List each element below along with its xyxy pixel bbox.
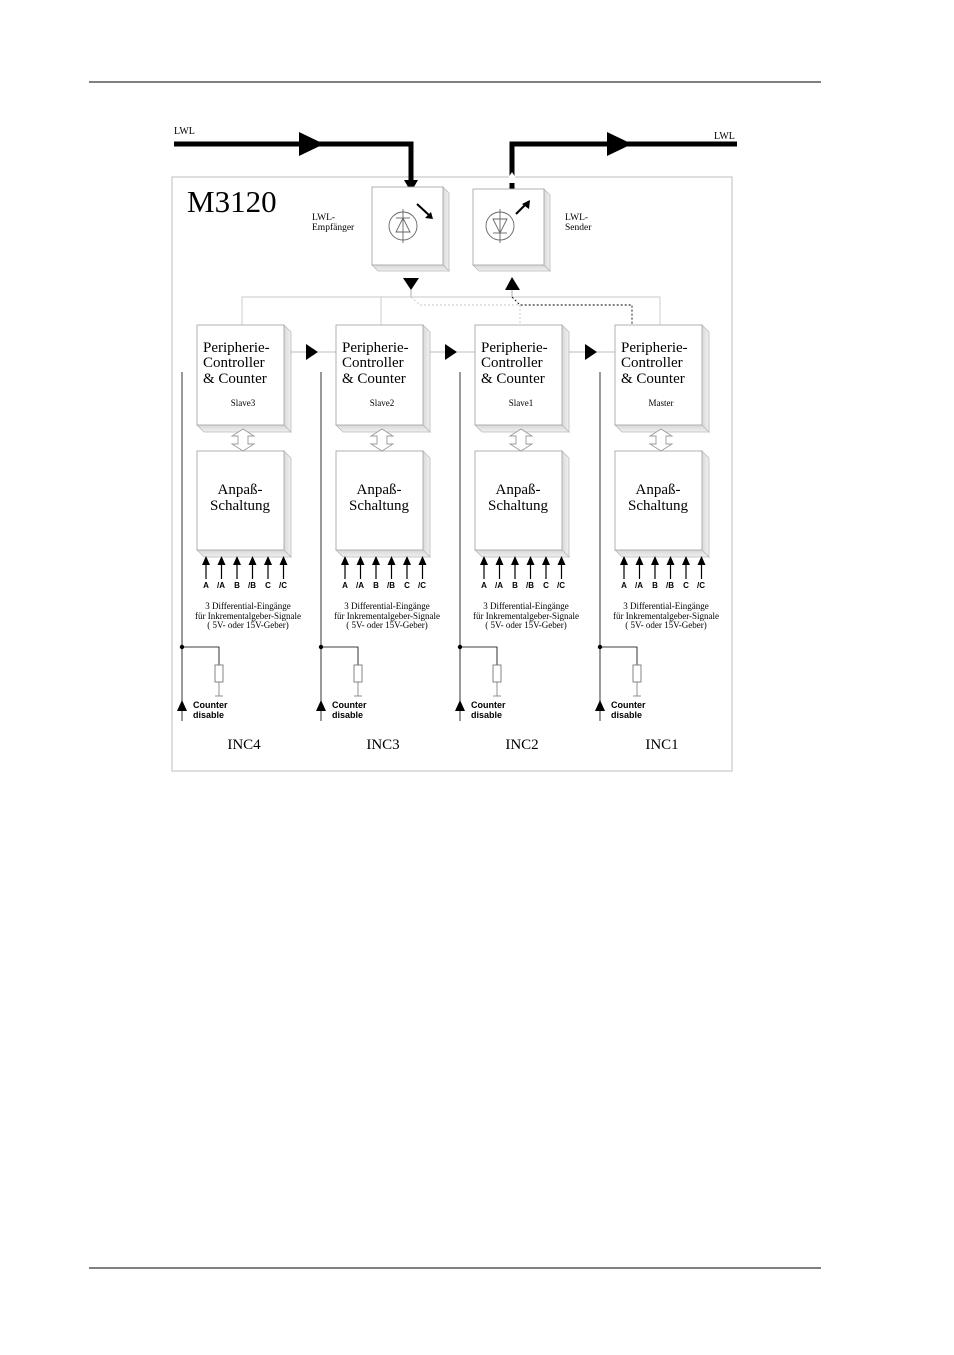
adapter-label-line1: Anpaß- <box>356 482 402 498</box>
signal-label: B <box>234 581 240 590</box>
controller-label-line3: & Counter <box>203 371 267 387</box>
signal-label: /B <box>526 581 534 590</box>
counter-disable-arrow <box>595 700 605 711</box>
controller-role: Slave3 <box>230 398 256 408</box>
input-note-line2: für Inkrementalgeber-Signale <box>194 611 302 621</box>
counter-disable-line2: disable <box>193 710 225 720</box>
signal-label: /B <box>666 581 674 590</box>
block-side-face <box>702 451 709 557</box>
controller-role: Master <box>648 398 674 408</box>
block-bottom-face <box>475 550 569 557</box>
input-note-line3: ( 5V- oder 15V-Geber) <box>485 620 567 630</box>
lwl-receiver-block <box>372 187 449 271</box>
controller-label-line1: Peripherie- <box>481 340 548 356</box>
block-side-face <box>423 451 430 557</box>
signal-label: C <box>404 581 410 590</box>
controller-role: Slave1 <box>508 398 534 408</box>
chain-arrow-icon <box>445 344 457 360</box>
signal-label: /C <box>697 581 705 590</box>
resistor-lead <box>600 647 637 665</box>
block-side-face <box>562 325 569 432</box>
counter-disable-line1: Counter <box>611 700 646 710</box>
controller-label-line2: Controller <box>203 355 265 371</box>
input-note-line1: 3 Differential-Eingänge <box>483 601 569 611</box>
input-note-line3: ( 5V- oder 15V-Geber) <box>346 620 428 630</box>
chain-arrow-icon <box>585 344 597 360</box>
lwl-out-label: LWL <box>714 131 735 142</box>
signal-label: /C <box>557 581 565 590</box>
adapter-label-line2: Schaltung <box>210 498 270 514</box>
counter-disable-line1: Counter <box>332 700 367 710</box>
chain-arrow-icon <box>306 344 318 360</box>
block-bottom-face <box>336 550 430 557</box>
controller-label-line3: & Counter <box>481 371 545 387</box>
signal-label: /C <box>418 581 426 590</box>
adapter-label-line2: Schaltung <box>349 498 409 514</box>
inc-label: INC3 <box>366 737 400 753</box>
input-note-line3: ( 5V- oder 15V-Geber) <box>625 620 707 630</box>
resistor-icon <box>633 665 641 682</box>
adapter-label-line2: Schaltung <box>628 498 688 514</box>
counter-disable-line1: Counter <box>193 700 228 710</box>
resistor-lead <box>182 647 219 665</box>
resistor-icon <box>215 665 223 682</box>
controller-label-line1: Peripherie- <box>342 340 409 356</box>
counter-disable-line1: Counter <box>471 700 506 710</box>
signal-label: /A <box>495 581 503 590</box>
resistor-icon <box>354 665 362 682</box>
signal-label: /B <box>248 581 256 590</box>
input-note-line1: 3 Differential-Eingänge <box>205 601 291 611</box>
receiver-down-arrow <box>403 278 419 290</box>
signal-label: B <box>373 581 379 590</box>
fiber-input-line <box>174 132 418 192</box>
counter-disable-arrow <box>177 700 187 711</box>
resistor-lead <box>321 647 358 665</box>
inc-label: INC4 <box>227 737 261 753</box>
inc-label: INC1 <box>645 737 679 753</box>
controller-role: Slave2 <box>369 398 395 408</box>
block-side-face <box>562 451 569 557</box>
signal-label: A <box>342 581 348 590</box>
counter-disable-line2: disable <box>611 710 643 720</box>
signal-label: C <box>543 581 549 590</box>
receiver-label-line2: Empfänger <box>312 223 355 233</box>
signal-label: /B <box>387 581 395 590</box>
sender-up-arrow <box>505 277 520 290</box>
input-note-line2: für Inkrementalgeber-Signale <box>472 611 580 621</box>
sender-label-line2: Sender <box>565 223 592 233</box>
controller-label-line2: Controller <box>481 355 543 371</box>
signal-label: A <box>621 581 627 590</box>
input-note-line2: für Inkrementalgeber-Signale <box>333 611 441 621</box>
adapter-label-line1: Anpaß- <box>635 482 681 498</box>
signal-label: A <box>203 581 209 590</box>
inc-label: INC2 <box>505 737 539 753</box>
signal-label: B <box>652 581 658 590</box>
signal-label: /C <box>279 581 287 590</box>
block-side-face <box>284 325 291 432</box>
controller-label-line3: & Counter <box>621 371 685 387</box>
block-side-face <box>423 325 430 432</box>
input-note-line2: für Inkrementalgeber-Signale <box>612 611 720 621</box>
adapter-label-line2: Schaltung <box>488 498 548 514</box>
signal-label: C <box>265 581 271 590</box>
resistor-icon <box>493 665 501 682</box>
block-side-face <box>284 451 291 557</box>
bus-lines <box>242 297 660 325</box>
receiver-label-line1: LWL- <box>312 213 336 223</box>
input-note-line1: 3 Differential-Eingänge <box>623 601 709 611</box>
signal-label: A <box>481 581 487 590</box>
input-note-line3: ( 5V- oder 15V-Geber) <box>207 620 289 630</box>
block-bottom-face <box>615 550 709 557</box>
adapter-label-line1: Anpaß- <box>495 482 541 498</box>
signal-label: /A <box>356 581 364 590</box>
adapter-label-line1: Anpaß- <box>217 482 263 498</box>
controller-label-line1: Peripherie- <box>203 340 270 356</box>
lwl-in-label: LWL <box>174 126 195 137</box>
counter-disable-line2: disable <box>471 710 503 720</box>
signal-label: /A <box>217 581 225 590</box>
sender-label-line1: LWL- <box>565 213 589 223</box>
controller-label-line3: & Counter <box>342 371 406 387</box>
signal-label: /A <box>635 581 643 590</box>
module-title: M3120 <box>187 184 277 219</box>
signal-label: C <box>683 581 689 590</box>
controller-label-line2: Controller <box>342 355 404 371</box>
controller-label-line1: Peripherie- <box>621 340 688 356</box>
controller-label-line2: Controller <box>621 355 683 371</box>
signal-label: B <box>512 581 518 590</box>
block-bottom-face <box>197 550 291 557</box>
fiber-output-line <box>505 132 737 190</box>
resistor-lead <box>460 647 497 665</box>
counter-disable-line2: disable <box>332 710 364 720</box>
counter-disable-arrow <box>316 700 326 711</box>
input-note-line1: 3 Differential-Eingänge <box>344 601 430 611</box>
lwl-sender-block <box>473 189 550 271</box>
block-side-face <box>702 325 709 432</box>
counter-disable-arrow <box>455 700 465 711</box>
